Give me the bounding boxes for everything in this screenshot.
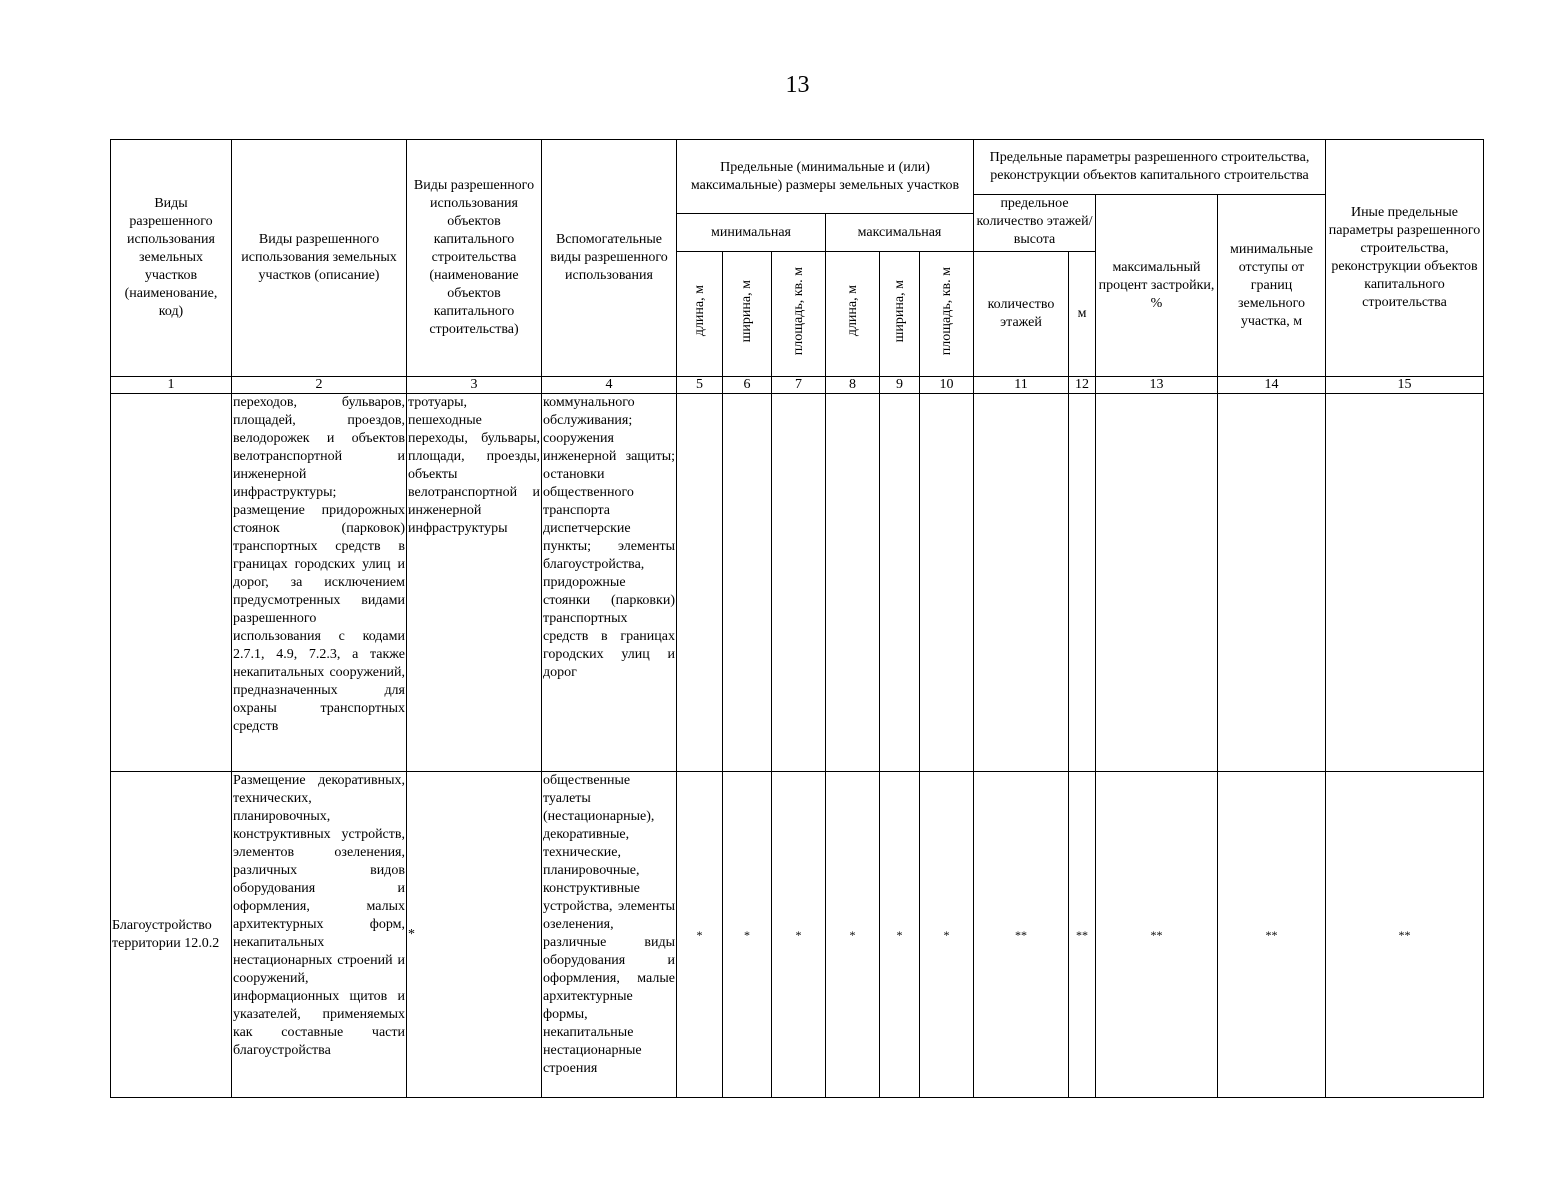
col-number: 9 xyxy=(880,377,920,394)
col-number: 5 xyxy=(677,377,723,394)
col-number: 11 xyxy=(974,377,1069,394)
cell-empty xyxy=(880,394,920,772)
header-min: минимальная xyxy=(677,214,826,252)
col-number: 6 xyxy=(723,377,772,394)
header-other-params: Иные предельные параметры разрешенного строительства, реконструкции объектов капитального строительства xyxy=(1326,140,1484,377)
header-meters: м xyxy=(1069,252,1096,377)
table-row xyxy=(111,772,1484,1098)
cell-capital-construction-use: тротуары, пешеходные переходы, бульвары, площади, проезды, объекты велотранспортной и инженерной инфраструктуры xyxy=(407,394,542,772)
cell-meters: ** xyxy=(1069,772,1096,1098)
cell-max-area: * xyxy=(920,772,974,1098)
cell-empty xyxy=(1218,394,1326,772)
cell-floors: ** xyxy=(974,772,1069,1098)
cell-max-percent: ** xyxy=(1096,772,1218,1098)
cell-other-params: ** xyxy=(1326,772,1484,1098)
col-number: 4 xyxy=(542,377,677,394)
page-number: 13 xyxy=(785,72,810,98)
header-capital-construction-use: Виды разрешенного использования объектов капитального строительства (наименование объектов капитального строительства) xyxy=(407,140,542,377)
cell-min-length: * xyxy=(677,772,723,1098)
header-floors: количество этажей xyxy=(974,252,1069,377)
cell-min-width: * xyxy=(723,772,772,1098)
cell-empty xyxy=(1326,394,1484,772)
header-max: максимальная xyxy=(826,214,974,252)
header-auxiliary-use: Вспомогательные виды разрешенного использования xyxy=(542,140,677,377)
cell-empty xyxy=(920,394,974,772)
header-construction-params: Предельные параметры разрешенного строительства, реконструкции объектов капитального строительства xyxy=(974,140,1326,195)
cell-capital-construction-use: * xyxy=(407,772,542,1098)
table-row xyxy=(111,394,1484,772)
header-row-1 xyxy=(111,140,1484,195)
header-min-area: площадь, кв. м xyxy=(772,252,826,377)
col-number: 8 xyxy=(826,377,880,394)
cell-max-length: * xyxy=(826,772,880,1098)
cell-min-area: * xyxy=(772,772,826,1098)
cell-land-use-code xyxy=(111,394,232,772)
regulations-table xyxy=(110,139,1484,1098)
cell-empty xyxy=(723,394,772,772)
cell-empty xyxy=(826,394,880,772)
header-min-length: длина, м xyxy=(677,252,723,377)
cell-land-use-description: переходов, бульваров, площадей, проездов, велодорожек и объектов велотранспортной и инженерной инфраструктуры; размещение придорожных стоянок (парковок) транспортных средств в границах городских улиц и дорог, за исключением предусмотренных видами разрешенного использования с кодами 2.7.1, 4.9, 7.2.3, а также некапитальных сооружений, предназначенных для охраны транспортных средств xyxy=(232,394,407,772)
header-plot-size-limits: Предельные (минимальные и (или) максимальные) размеры земельных участков xyxy=(677,140,974,214)
header-land-use-code: Виды разрешенного использования земельных участков (наименование, код) xyxy=(111,140,232,377)
cell-empty xyxy=(1096,394,1218,772)
cell-land-use-code: Благоустройство территории 12.0.2 xyxy=(111,772,232,1098)
cell-min-setback: ** xyxy=(1218,772,1326,1098)
col-number: 10 xyxy=(920,377,974,394)
col-number: 2 xyxy=(232,377,407,394)
cell-auxiliary-use: коммунального обслуживания; сооружения инженерной защиты; остановки общественного транспорта диспетчерские пункты; элементы благоустройства, придорожные стоянки (парковки) транспортных средств в границах городских улиц и дорог xyxy=(542,394,677,772)
col-number: 3 xyxy=(407,377,542,394)
cell-land-use-description: Размещение декоративных, технических, планировочных, конструктивных устройств, элементов озеленения, различных видов оборудования и оформления, малых архитектурных форм, некапитальных нестационарных строений и сооружений, информационных щитов и указателей, применяемых как составные части благоустройства xyxy=(232,772,407,1098)
header-min-width: ширина, м xyxy=(723,252,772,377)
cell-auxiliary-use: общественные туалеты (нестационарные), декоративные, технические, планировочные, конструктивные устройства, элементы озеленения, различные виды оборудования и оформления, малые архитектурные формы, некапитальные нестационарные строения xyxy=(542,772,677,1098)
header-max-percent: максимальный процент застройки, % xyxy=(1096,195,1218,377)
cell-empty xyxy=(677,394,723,772)
col-number: 13 xyxy=(1096,377,1218,394)
header-max-length: длина, м xyxy=(826,252,880,377)
col-number: 12 xyxy=(1069,377,1096,394)
cell-max-width: * xyxy=(880,772,920,1098)
header-min-setback: минимальные отступы от границ земельного участка, м xyxy=(1218,195,1326,377)
col-number: 1 xyxy=(111,377,232,394)
col-number: 15 xyxy=(1326,377,1484,394)
column-number-row xyxy=(111,377,1484,394)
col-number: 14 xyxy=(1218,377,1326,394)
cell-empty xyxy=(1069,394,1096,772)
header-land-use-description: Виды разрешенного использования земельных участков (описание) xyxy=(232,140,407,377)
col-number: 7 xyxy=(772,377,826,394)
cell-empty xyxy=(974,394,1069,772)
cell-empty xyxy=(772,394,826,772)
header-floors-group: предельное количество этажей/высота xyxy=(974,195,1096,252)
header-max-width: ширина, м xyxy=(880,252,920,377)
header-max-area: площадь, кв. м xyxy=(920,252,974,377)
